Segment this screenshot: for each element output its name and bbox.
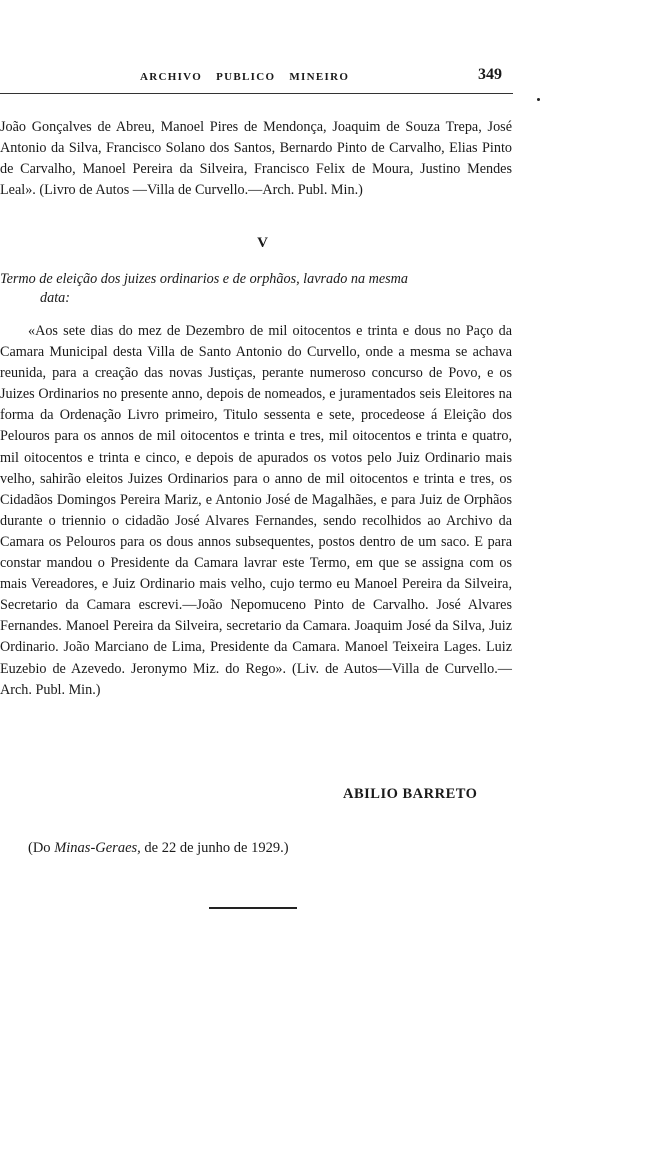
running-title: ARCHIVO PUBLICO MINEIRO <box>140 71 350 83</box>
source-prefix: (Do <box>28 840 55 856</box>
source-suffix: de 22 de junho de 1929.) <box>140 840 289 856</box>
source-citation <box>28 840 289 857</box>
source-newspaper: Minas-Geraes, <box>54 840 141 856</box>
paragraph-term-body: «Aos sete dias do mez de Dezembro de mil oitocentos e trinta e dous no Paço da Camara Municipal desta Villa de Santo Antonio do Curvello, onde a mesma se achava reunida, para a creação das novas Justiças, perante numeroso concurso de Povo, e os Juizes Ordinarios no presente anno, depois de nomeados, e juramentados seis Eleitores na forma da Ordenação Livro primeiro, Titulo sessenta e sete, procedeose á Eleição dos Pelouros para os annos de mil oitocentos e trinta e tres, mil oitocentos e trinta e quatro, mil oitocentos e trinta e cinco, e depois de apurados os votos pelo Juiz Ordinario mais velho, sahirão eleitos Juizes Ordinarios para o anno de mil oitocentos e trinta e tres, os Cidadãos Domingos Pereira Mariz, e Antonio José de Magalhães, e para Juiz de Orphãos durante o triennio o cidadão José Alvares Fernandes, sendo recolhidos ao Archivo da Camara os Pelouros para os dous annos subsequentes, postos dentro de um saco. E para constar mandou o Presidente da Camara lavrar este Termo, em que se assigna com os mais Vereadores, e Juiz Ordinario mais velho, cujo termo eu Manoel Pereira da Silveira, Secretario da Camara escrevi.—João Nepomuceno Pinto de Carvalho. José Alvares Fernandes. Manoel Pereira da Silveira, secretario da Camara. Joaquim José da Silva, Juiz Ordinario. João Marciano de Lima, Presidente da Camara. Manoel Teixeira Lages. Luiz Euzebio de Azevedo. Jeronymo Miz. do Rego». (Liv. de Autos—Villa de Curvello.—Arch. Publ. Min.) <box>0 323 512 698</box>
term-heading-line1: Termo de eleição dos juizes ordinarios e de orphãos, lavrado na mesma <box>0 271 408 287</box>
paragraph-continued: João Gonçalves de Abreu, Manoel Pires de Mendonça, Joaquim de Souza Trepa, José Antonio da Silva, Francisco Solano dos Santos, Bernardo Pinto de Carvalho, Elias Pinto de Carvalho, Manoel Pereira da Silveira, Francisco Felix de Moura, Justino Mendes Leal». (Livro de Autos —Villa de Curvello.—Arch. Publ. Min.) <box>0 119 512 199</box>
page-header <box>0 66 515 90</box>
section-numeral: V <box>257 235 268 251</box>
term-heading <box>0 270 512 308</box>
term-heading-line2: data: <box>40 290 70 306</box>
closing-rule <box>209 907 297 909</box>
author-signature: ABILIO BARRETO <box>343 786 478 802</box>
margin-mark <box>537 98 540 101</box>
page-number: 349 <box>478 66 502 83</box>
header-rule <box>0 93 513 94</box>
